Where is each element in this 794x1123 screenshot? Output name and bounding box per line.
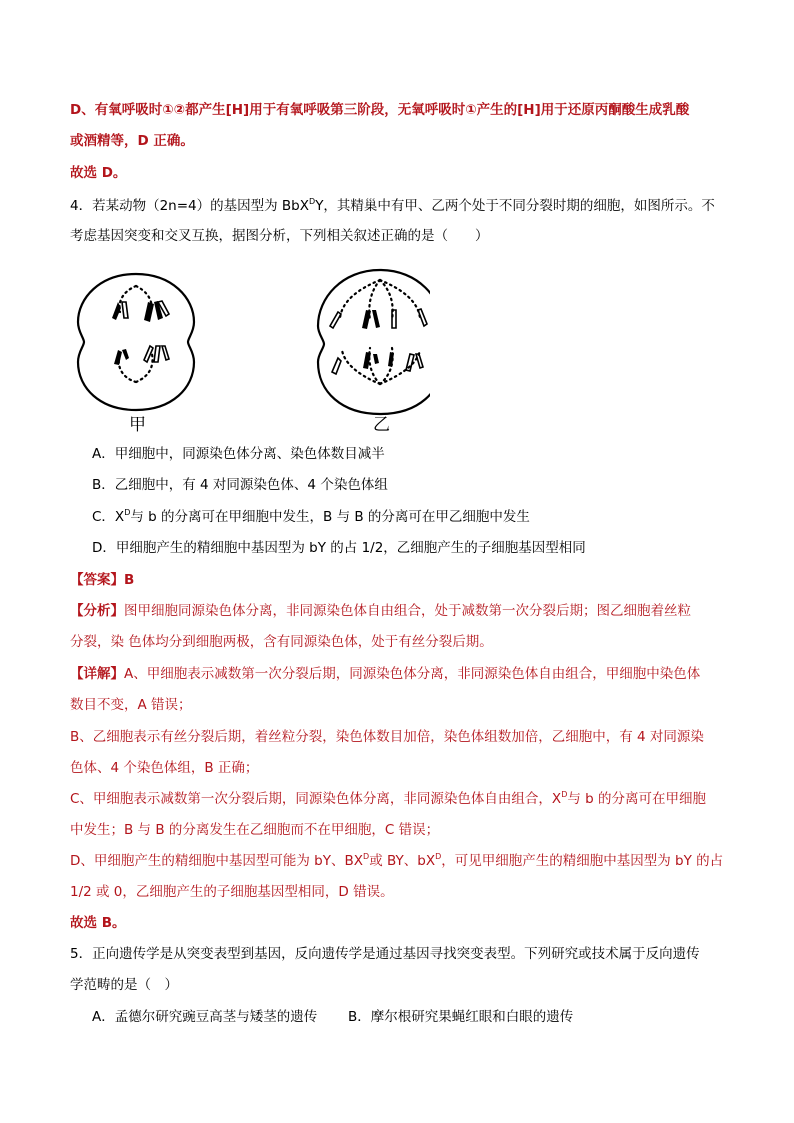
q5-option-a: A．孟德尔研究豌豆高茎与矮茎的遗传 bbox=[92, 1009, 318, 1025]
figure-label-yi: 乙 bbox=[373, 415, 390, 435]
q4-answer: 【答案】B bbox=[70, 572, 135, 588]
q4-stem-line1: 4．若某动物（2n=4）的基因型为 BbX$^D$Y，其精巢中有甲、乙两个处于不同分裂时期的细胞，如图所示。不 bbox=[70, 197, 715, 214]
q4-detail-line1: 【详解】A、甲细胞表示减数第一次分裂后期，同源染色体分离，非同源染色体自由组合，甲细胞中染色体 bbox=[70, 666, 701, 682]
q4-detail-line2: 数目不变，A 错误； bbox=[70, 697, 192, 713]
q4-stem-line2: 考虑基因突变和交叉互换，据图分析，下列相关叙述正确的是（ ） bbox=[70, 228, 489, 244]
q5-stem-line1: 5．正向遗传学是从突变表型到基因，反向遗传学是通过基因寻找突变表型。下列研究或技术属于反向遗传 bbox=[70, 946, 700, 962]
q4-detail-b-line1: B、乙细胞表示有丝分裂后期，着丝粒分裂，染色体数目加倍，染色体组数加倍，乙细胞中，有 4 对同源染 bbox=[70, 729, 704, 745]
q4-analysis-line2: 分裂，染 色体均分到细胞两极，含有同源染色体，处于有丝分裂后期。 bbox=[70, 634, 493, 650]
prev-choose: 故选 D。 bbox=[70, 165, 127, 181]
prev-d-line2: 或酒精等，D 正确。 bbox=[70, 133, 194, 149]
q4-detail-d-line2: 1/2 或 0，乙细胞产生的子细胞基因型相同，D 错误。 bbox=[70, 884, 394, 900]
q4-detail-b-line2: 色体、4 个染色体组，B 正确； bbox=[70, 760, 259, 776]
q5-stem-line2: 学范畴的是（ ） bbox=[70, 977, 178, 993]
q4-option-d: D．甲细胞产生的精细胞中基因型为 bY 的占 1/2，乙细胞产生的子细胞基因型相同 bbox=[92, 540, 586, 556]
q5-option-b: B．摩尔根研究果蝇红眼和白眼的遗传 bbox=[348, 1009, 574, 1025]
cell-yi-membrane bbox=[318, 270, 430, 414]
figure-label-jia: 甲 bbox=[129, 415, 146, 435]
cell-jia-membrane bbox=[78, 274, 194, 410]
q4-detail-d-line1: D、甲细胞产生的精细胞中基因型可能为 bY、$BX^D$或 BY、$bX^D$，可见甲细胞产生的精细胞中基因型为 bY 的占 bbox=[70, 852, 724, 869]
q4-choose: 故选 B。 bbox=[70, 915, 126, 931]
q4-option-a: A．甲细胞中，同源染色体分离、染色体数目减半 bbox=[92, 446, 385, 462]
prev-d-line1: D、有氧呼吸时①②都产生[H]用于有氧呼吸第三阶段，无氧呼吸时①产生的[H]用于还原丙酮酸生成乳酸 bbox=[70, 102, 690, 118]
q4-detail-c-line1: C、甲细胞表示减数第一次分裂后期，同源染色体分离，非同源染色体自由组合，$X^D$与 b 的分离可在甲细胞 bbox=[70, 790, 707, 807]
q4-option-c: C．$X^D$与 b 的分离可在甲细胞中发生，B 与 B 的分离可在甲乙细胞中发生 bbox=[92, 508, 530, 525]
q4-detail-c-line2: 中发生；B 与 B 的分离发生在乙细胞而不在甲细胞，C 错误； bbox=[70, 822, 440, 838]
q4-analysis-line1: 【分析】图甲细胞同源染色体分离，非同源染色体自由组合，处于减数第一次分裂后期；图乙细胞着丝粒 bbox=[70, 603, 691, 619]
q4-option-b: B．乙细胞中，有 4 对同源染色体、4 个染色体组 bbox=[92, 477, 388, 493]
